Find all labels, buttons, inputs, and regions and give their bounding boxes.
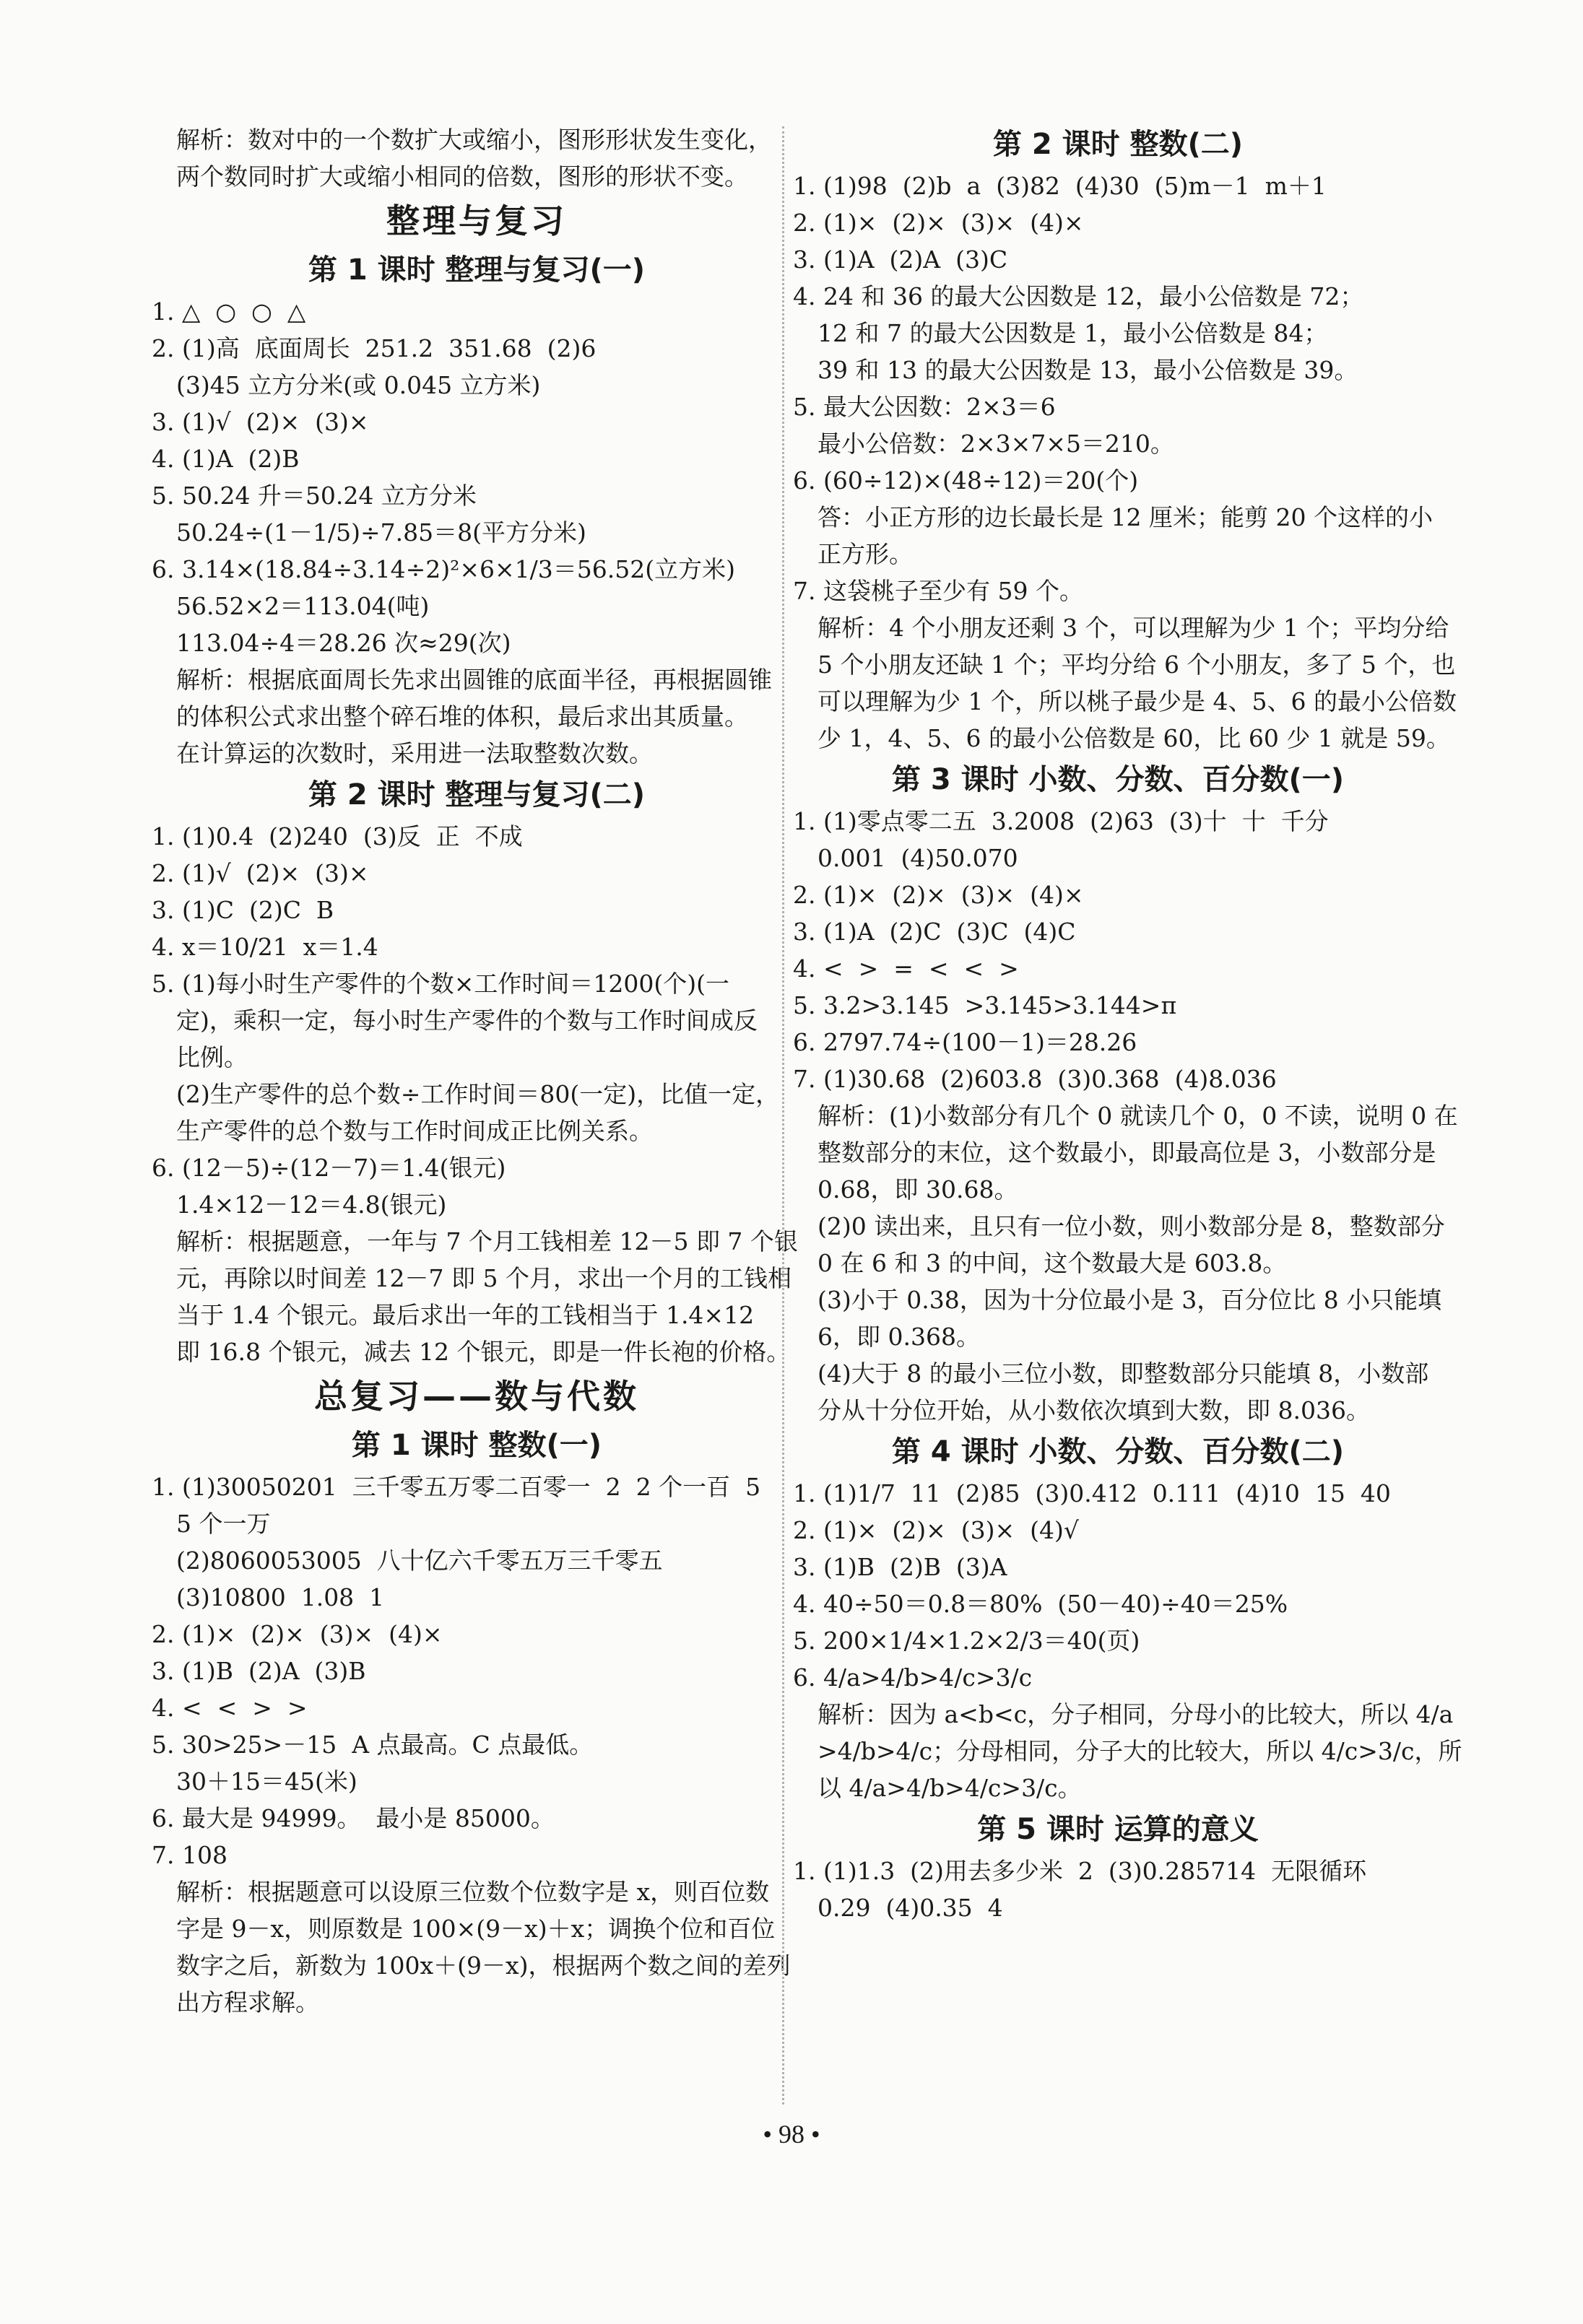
answer-line: 39 和 13 的最大公因数是 13，最小公倍数是 39。 (817, 356, 1358, 384)
answer-line: 元，再除以时间差 12－7 即 5 个月，求出一个月的工钱相 (176, 1264, 792, 1292)
answer-line: 5. 200×1/4×1.2×2/3＝40(页) (793, 1627, 1140, 1655)
answer-line: 5 个一万 (176, 1510, 271, 1538)
answer-line: 30＋15＝45(米) (176, 1767, 357, 1796)
answer-line: 字是 9－x，则原数是 100×(9－x)＋x；调换个位和百位 (176, 1915, 776, 1943)
answer-line: >4/b>4/c；分母相同，分子大的比较大，所以 4/c>3/c，所 (817, 1737, 1462, 1765)
lesson-title: 第 2 课时 整数(二) (992, 128, 1244, 161)
analysis-line: 解析：因为 a<b<c，分子相同，分母小的比较大，所以 4/a (817, 1700, 1454, 1728)
answer-line: 1. (1)1.3 (2)用去多少米 2 (3)0.285714 无限循环 (793, 1857, 1367, 1885)
answer-line: 6. 最大是 94999。 最小是 85000。 (152, 1804, 555, 1832)
answer-line: 1. (1)0.4 (2)240 (3)反 正 不成 (152, 822, 523, 850)
answer-line: 4. < > = < < > (793, 954, 1019, 983)
answer-line: 3. (1)B (2)A (3)B (152, 1657, 366, 1685)
answer-line: 0 在 6 和 3 的中间，这个数最大是 603.8。 (817, 1249, 1287, 1277)
column-divider (782, 126, 784, 2105)
answer-line: 生产零件的总个数与工作时间成正比例关系。 (176, 1117, 653, 1145)
section-title: 整理与复习 (386, 201, 567, 240)
answer-line: 可以理解为少 1 个，所以桃子最少是 4、5、6 的最小公倍数 (817, 687, 1457, 715)
answer-line: 3. (1)A (2)C (3)C (4)C (793, 918, 1076, 946)
answer-line: 2. (1)√ (2)× (3)× (152, 859, 369, 887)
answer-line: 整数部分的末位，这个数最小，即最高位是 3，小数部分是 (817, 1139, 1436, 1167)
answer-line: (3)小于 0.38，因为十分位最小是 3，百分位比 8 小只能填 (817, 1286, 1442, 1314)
answer-line: 少 1，4、5、6 的最小公倍数是 60，比 60 少 1 就是 59。 (817, 724, 1450, 752)
section-title: 总复习——数与代数 (314, 1377, 639, 1416)
answer-line: 3. (1)A (2)A (3)C (793, 245, 1008, 274)
answer-line: 即 16.8 个银元，减去 12 个银元，即是一件长袍的价格。 (176, 1338, 791, 1366)
analysis-line: 解析：数对中的一个数扩大或缩小，图形形状发生变化， (176, 126, 772, 154)
answer-line: 7. 108 (152, 1841, 227, 1869)
answer-line: 出方程求解。 (176, 1988, 319, 2016)
lesson-title: 第 1 课时 整理与复习(一) (308, 253, 646, 287)
right-column (793, 121, 1462, 1926)
answer-line: 7. (1)30.68 (2)603.8 (3)0.368 (4)8.036 (793, 1065, 1277, 1093)
answer-line: 3. (1)B (2)B (3)A (793, 1553, 1007, 1581)
answer-line: 比例。 (176, 1043, 248, 1071)
lesson-title: 第 3 课时 小数、分数、百分数(一) (891, 763, 1345, 796)
answer-line: 4. 40÷50＝0.8＝80% (50－40)÷40＝25% (793, 1590, 1288, 1618)
answer-line: 0.001 (4)50.070 (817, 844, 1018, 872)
answer-line: 4. x＝10/21 x＝1.4 (152, 933, 378, 961)
answer-line: 最小公倍数：2×3×7×5＝210。 (817, 430, 1174, 458)
answer-line: 4. (1)A (2)B (152, 445, 300, 473)
answer-line: 当于 1.4 个银元。最后求出一年的工钱相当于 1.4×12 (176, 1301, 755, 1329)
answer-line: 0.29 (4)0.35 4 (817, 1894, 1003, 1922)
answer-line: 定)，乘积一定，每小时生产零件的个数与工作时间成反 (176, 1006, 758, 1035)
answer-line: 5. 3.2>3.145 >3.145>3.144>π (793, 991, 1177, 1019)
answer-line: 以 4/a>4/b>4/c>3/c。 (817, 1774, 1082, 1802)
lesson-title: 第 1 课时 整数(一) (351, 1429, 602, 1462)
answer-line: 6，即 0.368。 (817, 1323, 980, 1351)
answer-line: 6. 4/a>4/b>4/c>3/c (793, 1663, 1033, 1692)
analysis-line: 解析：(1)小数部分有几个 0 就读几个 0，0 不读，说明 0 在 (817, 1102, 1458, 1130)
answer-line: 0.68，即 30.68。 (817, 1175, 1018, 1204)
answer-line: 50.24÷(1－1/5)÷7.85＝8(平方分米) (176, 518, 586, 547)
answer-line: 1. (1)98 (2)b a (3)82 (4)30 (5)m－1 m＋1 (793, 172, 1327, 200)
answer-line: 5. 最大公因数：2×3＝6 (793, 393, 1056, 421)
answer-line: 6. (60÷12)×(48÷12)＝20(个) (793, 466, 1139, 495)
answer-line: 5 个小朋友还缺 1 个；平均分给 6 个小朋友，多了 5 个，也 (817, 650, 1456, 679)
answer-line: 1.4×12－12＝4.8(银元) (176, 1191, 447, 1219)
answer-line: 5. 30>25>－15 A 点最高。C 点最低。 (152, 1731, 594, 1759)
answer-line: 分从十分位开始，从小数依次填到大数，即 8.036。 (817, 1396, 1370, 1424)
page-number: • 98 • (763, 2120, 820, 2149)
answer-line: 2. (1)× (2)× (3)× (4)√ (793, 1516, 1079, 1544)
answer-line: (2)0 读出来，且只有一位小数，则小数部分是 8，整数部分 (817, 1212, 1445, 1240)
answer-line: 6. 2797.74÷(100－1)＝28.26 (793, 1028, 1137, 1056)
analysis-line: 解析：根据题意，一年与 7 个月工钱相差 12－5 即 7 个银 (176, 1227, 798, 1255)
answer-line: 1. △ ○ ○ △ (152, 297, 306, 326)
answer-line: 在计算运的次数时，采用进一法取整数次数。 (176, 739, 653, 767)
analysis-line: 解析：4 个小朋友还剩 3 个，可以理解为少 1 个；平均分给 (817, 614, 1449, 642)
answer-line: 2. (1)× (2)× (3)× (4)× (793, 209, 1084, 237)
answer-line: 12 和 7 的最大公因数是 1，最小公倍数是 84； (817, 319, 1328, 347)
answer-line: 5. (1)每小时生产零件的个数×工作时间＝1200(个)(一 (152, 970, 729, 998)
answer-line: (4)大于 8 的最小三位小数，即整数部分只能填 8，小数部 (817, 1359, 1429, 1388)
answer-line: 5. 50.24 升＝50.24 立方分米 (152, 482, 477, 510)
answer-line: 正方形。 (817, 540, 913, 568)
left-column (152, 121, 802, 2021)
answer-line: 答：小正方形的边长最长是 12 厘米；能剪 20 个这样的小 (817, 503, 1433, 531)
answer-line: 7. 这袋桃子至少有 59 个。 (793, 577, 1083, 605)
answer-line: 113.04÷4＝28.26 次≈29(次) (176, 629, 511, 657)
answer-line: 2. (1)× (2)× (3)× (4)× (793, 881, 1084, 909)
answer-line: 1. (1)零点零二五 3.2008 (2)63 (3)十 十 千分 (793, 807, 1329, 835)
answer-line: 3. (1)√ (2)× (3)× (152, 408, 369, 436)
lesson-title: 第 5 课时 运算的意义 (977, 1813, 1259, 1846)
answer-line: 4. < < > > (152, 1694, 308, 1722)
answer-line: 6. 3.14×(18.84÷3.14÷2)²×6×1/3＝56.52(立方米) (152, 555, 735, 583)
answer-line: (2)生产零件的总个数÷工作时间＝80(一定)，比值一定， (176, 1080, 780, 1108)
answer-line: (3)45 立方分米(或 0.045 立方米) (176, 371, 541, 399)
answer-line: 1. (1)30050201 三千零五万零二百零一 2 2 个一百 5 (152, 1473, 761, 1501)
analysis-line: 解析：根据题意可以设原三位数个位数字是 x，则百位数 (176, 1878, 770, 1906)
answer-line: 3. (1)C (2)C B (152, 896, 334, 924)
answer-line: (3)10800 1.08 1 (176, 1583, 385, 1611)
answer-line: 2. (1)高 底面周长 251.2 351.68 (2)6 (152, 334, 597, 362)
answer-line: 数字之后，新数为 100x＋(9－x)，根据两个数之间的差列 (176, 1951, 791, 1980)
answer-line: 4. 24 和 36 的最大公因数是 12，最小公倍数是 72； (793, 282, 1364, 310)
answer-line: (2)8060053005 八十亿六千零五万三千零五 (176, 1546, 663, 1575)
analysis-line: 解析：根据底面周长先求出圆锥的底面半径，再根据圆锥 (176, 666, 772, 694)
answer-line: 的体积公式求出整个碎石堆的体积，最后求出其质量。 (176, 702, 748, 731)
answer-line: 56.52×2＝113.04(吨) (176, 592, 430, 620)
answer-line: 6. (12－5)÷(12－7)＝1.4(银元) (152, 1154, 506, 1182)
answer-line: 2. (1)× (2)× (3)× (4)× (152, 1620, 443, 1648)
lesson-title: 第 2 课时 整理与复习(二) (308, 778, 646, 811)
answer-line: 两个数同时扩大或缩小相同的倍数，图形的形状不变。 (176, 162, 748, 191)
answer-line: 1. (1)1/7 11 (2)85 (3)0.412 0.111 (4)10 15 40 (793, 1479, 1391, 1507)
lesson-title: 第 4 课时 小数、分数、百分数(二) (891, 1435, 1345, 1468)
